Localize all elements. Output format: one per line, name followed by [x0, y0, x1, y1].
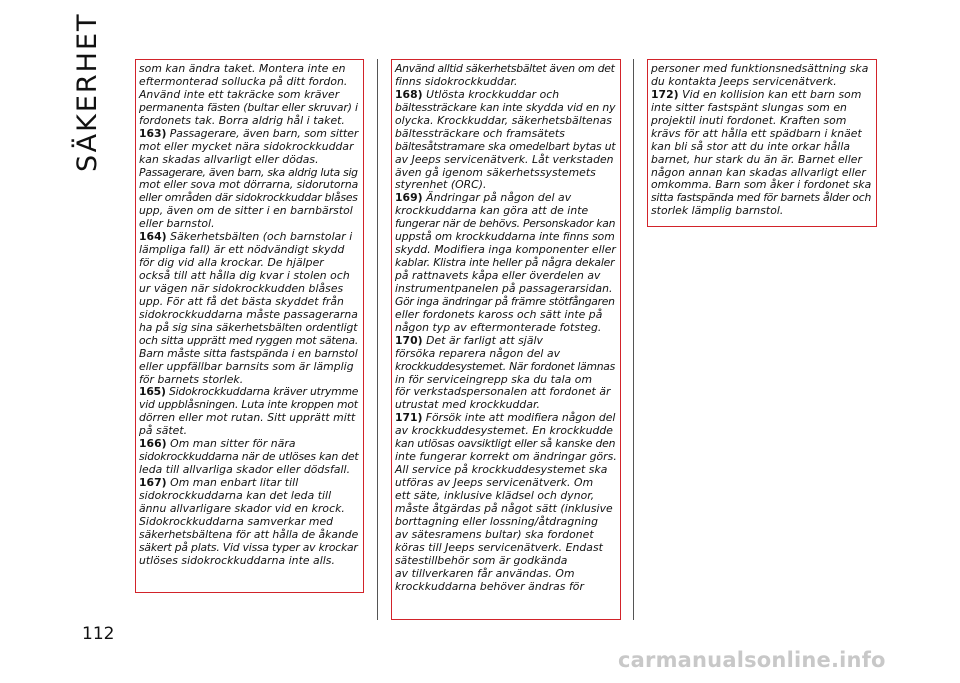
line-text: sidokrockkuddarna när de utlöses kan det	[139, 450, 359, 464]
note-number: 165)	[139, 385, 166, 399]
line-text: krockkuddesystemet. När fordonet lämnas	[395, 359, 615, 373]
line-text: av krockkuddesystemet. En krockkudde	[395, 424, 613, 438]
note-number: 172)	[651, 87, 679, 101]
line-text: sidokrockkuddarna måste passagerarna	[139, 307, 358, 321]
line-text: eller barnstol.	[139, 217, 215, 231]
line-text: Använd inte ett takräcke som kräver	[139, 87, 340, 101]
line-text: bältessträckare och framsätets	[395, 126, 565, 140]
line-text: fordonets tak. Borra aldrig hål i taket.	[139, 113, 345, 127]
section-title: SÄKERHET	[72, 12, 103, 172]
line-text: Om man enbart litar till	[166, 476, 299, 489]
text-line	[395, 581, 617, 594]
line-text: borttagning eller lossning/åtdragning	[395, 514, 598, 528]
line-text: finns sidokrockkuddar.	[395, 74, 518, 88]
line-text: säkerhetsbältena för att hålla de åkande	[139, 527, 359, 541]
line-text: Passagerare, även barn, som sitter	[166, 126, 359, 140]
line-text: för verkstadspersonalen att fordonet är	[395, 385, 611, 399]
line-text: omkomma. Barn som åker i fordonet ska	[651, 178, 872, 192]
line-text: uppstå om krockkuddarna inte finns som	[395, 230, 615, 244]
line-text: Om man sitter för nära	[166, 437, 296, 451]
line-text: barnet, hur stark du än är. Barnet eller	[651, 152, 862, 166]
line-text: måste åtgärdas på något sätt (inklusive	[395, 501, 613, 515]
note-number: 167)	[139, 476, 167, 489]
line-text: inte sitter fastspänt slungas som en	[651, 100, 847, 114]
line-text: ännu allvarligare skador vid en krock.	[139, 501, 345, 515]
line-text: sitta fastspända med för barnets ålder och	[651, 191, 872, 205]
line-text: dörren eller mot rutan. Sitt upprätt mitt	[139, 411, 356, 425]
line-text: upp, även om de sitter i en barnbärstol	[139, 204, 353, 218]
line-text: leda till allvarliga skador eller dödsfall.	[139, 463, 351, 477]
line-text: eftermonterad sollucka på ditt fordon.	[139, 74, 348, 88]
line-text: bältesåtstramare ska omedelbart bytas ut	[395, 139, 616, 153]
line-text: utföras av Jeeps servicenätverk. Om	[395, 476, 594, 489]
line-text: du kontakta Jeeps servicenätverk.	[651, 74, 837, 88]
line-text: Barn måste sitta fastspända i en barnstol	[139, 346, 358, 360]
line-text: Sidokrockkuddarna samverkar med	[139, 514, 334, 528]
line-text: sätestillbehör som är godkända	[395, 553, 568, 567]
line-text: fungerar när de behövs. Personskador kan	[395, 217, 616, 231]
line-text: utrustat med krockkuddar.	[395, 398, 540, 412]
line-text: kan bli så stor att du inte orkar hålla	[651, 139, 851, 153]
line-text: krockkuddarna kan göra att de inte	[395, 204, 589, 218]
note-number: 166)	[139, 437, 167, 451]
line-text: för dig vid alla krockar. De hjälper	[139, 256, 324, 270]
line-text: ur vägen när sidokrockkudden blåses	[139, 281, 344, 295]
line-text: Ändringar på någon del av	[422, 191, 572, 205]
line-text: Använd alltid säkerhetsbältet även om det	[395, 62, 615, 75]
watermark-text: carmanualsonline.info	[618, 648, 886, 672]
note-number: 171)	[395, 411, 423, 425]
note-number: 164)	[139, 230, 167, 244]
note-number: 169)	[395, 191, 423, 205]
warning-box-column-2	[391, 59, 621, 620]
column-divider	[377, 59, 378, 620]
line-text: eller områden där sidokrockkuddar blåses	[139, 191, 358, 205]
line-text: av tillverkaren får användas. Om	[395, 566, 575, 580]
line-text: Utlösta krockkuddar och	[422, 87, 560, 101]
note-number: 168)	[395, 87, 423, 101]
line-text: utlöses sidokrockkuddarna inte alls.	[139, 553, 335, 567]
line-text: även gå igenom säkerhetssystemets	[395, 165, 596, 179]
line-text: Försök inte att modifiera någon del	[422, 411, 616, 425]
line-text: mot eller mycket nära sidokrockkuddar	[139, 139, 354, 153]
line-text: köras till Jeeps servicenätverk. Endast	[395, 540, 603, 554]
line-text: skydd. Modifiera inga komponenter eller	[395, 243, 616, 257]
line-text: storlek lämplig barnstol.	[651, 204, 784, 218]
line-text: på rattnavets kåpa eller överdelen av	[395, 269, 601, 282]
line-text: någon typ av eftermonterade fotsteg.	[395, 320, 602, 334]
line-text: Passagerare, även barn, ska aldrig luta sig	[139, 165, 358, 179]
line-text: personer med funktionsnedsättning ska	[651, 62, 869, 75]
line-text: styrenhet (ORC).	[395, 178, 487, 192]
line-text: också till att hålla dig kvar i stolen och	[139, 269, 350, 282]
page-number: 112	[82, 624, 115, 644]
line-text: kan skadas allvarligt eller dödas.	[139, 152, 319, 166]
warning-box-column-1	[135, 59, 364, 593]
text-line	[651, 205, 873, 218]
line-text: projektil inuti fordonet. Kraften som	[651, 113, 847, 127]
line-text: och sitta upprätt med ryggen mot sätena.	[139, 333, 359, 347]
line-text: sidokrockkuddarna kan det leda till	[139, 488, 332, 502]
line-text: av sätesramens bultar) ska fordonet	[395, 527, 594, 541]
line-text: krockkuddarna behöver ändras för	[395, 579, 584, 593]
line-text: säkert på plats. Vid vissa typer av krockar	[139, 540, 358, 554]
line-text: Sidokrockkuddarna kräver utrymme	[165, 385, 359, 399]
line-text: på sätet.	[139, 424, 188, 438]
line-text: ha på sig sina säkerhetsbälten ordentligt	[139, 320, 358, 334]
line-text: som kan ändra taket. Montera inte en	[139, 62, 346, 75]
line-text: kan utlösas oavsiktligt eller så kanske den	[395, 437, 616, 451]
line-text: in för serviceingrepp ska du tala om	[395, 372, 593, 386]
line-text: inte fungerar korrekt om ändringar görs.	[395, 450, 617, 464]
line-text: Säkerhetsbälten (och barnstolar i	[166, 230, 353, 244]
column-divider	[633, 59, 634, 620]
line-text: instrumentpanelen på passagerarsidan.	[395, 281, 613, 295]
line-text: mot eller sova mot dörrarna, sidorutorna	[139, 178, 359, 192]
line-text: Vid en kollision kan ett barn som	[678, 87, 862, 101]
line-text: All service på krockkuddesystemet ska	[395, 463, 608, 477]
line-text: eller fordonets kaross och sätt inte på	[395, 307, 603, 321]
line-text: ett säte, inklusive klädsel och dynor,	[395, 488, 595, 502]
line-text: eller uppfällbar barnsits som är lämplig	[139, 359, 354, 373]
line-text: permanenta fästen (bultar eller skruvar) i	[139, 100, 358, 114]
warning-box-column-3	[647, 59, 877, 227]
line-text: någon annan kan skadas allvarligt eller	[651, 165, 866, 179]
line-text: Gör inga ändringar på främre stötfångaren	[395, 294, 615, 308]
line-text: upp. För att få det bästa skyddet från	[139, 294, 344, 308]
note-number: 163)	[139, 126, 167, 140]
note-number: 170)	[395, 333, 423, 347]
line-text: Det är farligt att själv	[422, 333, 543, 347]
line-text: lämpliga fall) är ett nödvändigt skydd	[139, 243, 345, 257]
line-text: av Jeeps servicenätverk. Låt verkstaden	[395, 152, 614, 166]
line-text: vid uppblåsningen. Luta inte kroppen mot	[139, 398, 358, 412]
line-text: kablar. Klistra inte heller på några dekaler	[395, 256, 615, 270]
line-text: krävs för att hålla ett spädbarn i knäet	[651, 126, 862, 140]
line-text: olycka. Krockkuddar, säkerhetsbältenas	[395, 113, 612, 127]
text-line	[139, 555, 360, 568]
line-text: försöka reparera någon del av	[395, 346, 561, 360]
line-text: bältessträckare kan inte skydda vid en ny	[395, 100, 616, 114]
line-text: för barnets storlek.	[139, 372, 244, 386]
